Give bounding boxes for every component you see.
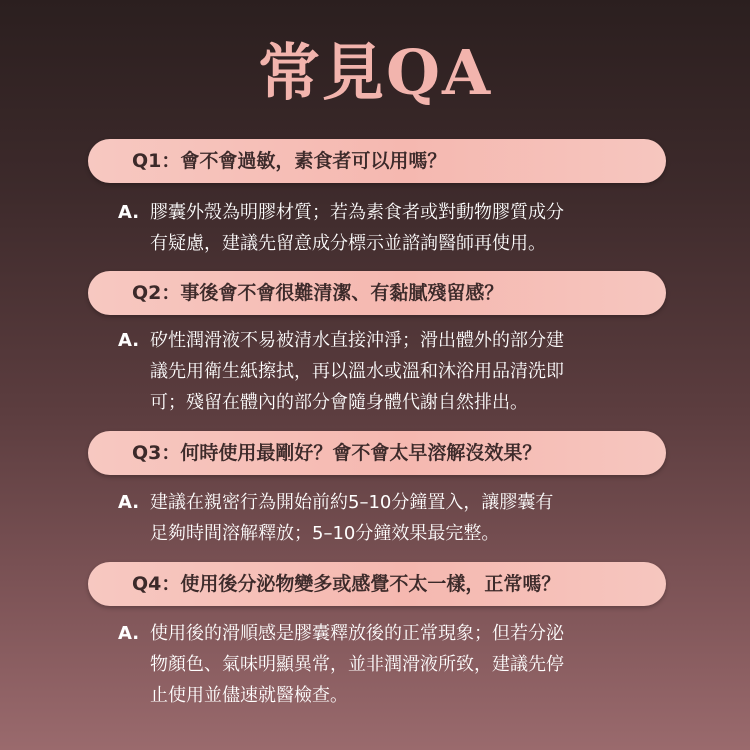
- answer-line: 足夠時間溶解釋放；5–10分鐘效果最完整。: [150, 523, 500, 544]
- answer-line: 矽性潤滑液不易被清水直接沖淨；滑出體外的部分建: [150, 330, 564, 351]
- answer-line: 可；殘留在體內的部分會隨身體代謝自然排出。: [150, 392, 528, 413]
- answer-marker: A.: [118, 202, 140, 223]
- answer-line: 止使用並儘速就醫檢查。: [150, 685, 348, 706]
- answer-marker: A.: [118, 330, 140, 351]
- answer-marker: A.: [118, 623, 140, 644]
- page-title: 常見QA: [257, 36, 493, 109]
- faq-question-1: Q1：會不會過敏，素食者可以用嗎？: [88, 139, 666, 183]
- faq-question-4: Q4：使用後分泌物變多或感覺不太一樣，正常嗎？: [88, 562, 666, 606]
- faq-answer-3: [118, 487, 658, 549]
- answer-line: 建議在親密行為開始前約5–10分鐘置入，讓膠囊有: [150, 492, 554, 513]
- answer-line: 有疑慮，建議先留意成分標示並諮詢醫師再使用。: [150, 233, 546, 254]
- answer-line: 膠囊外殼為明膠材質；若為素食者或對動物膠質成分: [150, 202, 564, 223]
- answer-marker: A.: [118, 492, 140, 513]
- faq-answer-4: [118, 618, 658, 711]
- faq-answer-2: [118, 325, 658, 418]
- faq-answer-1: [118, 197, 658, 259]
- faq-question-2: Q2：事後會不會很難清潔、有黏膩殘留感？: [88, 271, 666, 315]
- answer-line: 物顏色、氣味明顯異常，並非潤滑液所致，建議先停: [150, 654, 564, 675]
- answer-line: 使用後的滑順感是膠囊釋放後的正常現象；但若分泌: [150, 623, 564, 644]
- answer-line: 議先用衛生紙擦拭，再以溫水或溫和沐浴用品清洗即: [150, 361, 564, 382]
- faq-question-3: Q3：何時使用最剛好？會不會太早溶解沒效果？: [88, 431, 666, 475]
